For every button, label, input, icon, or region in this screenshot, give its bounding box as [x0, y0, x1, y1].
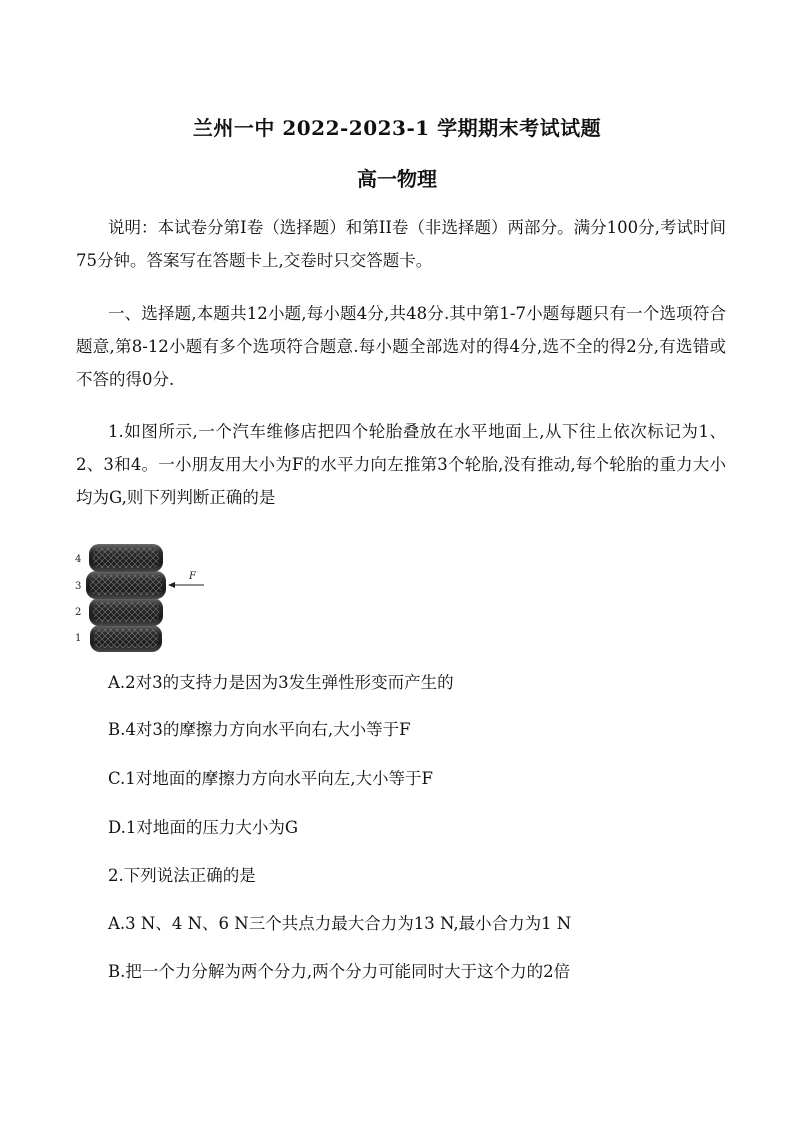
- tire-label-1: 1: [75, 633, 82, 644]
- question-2-stem: 2.下列说法正确的是: [108, 866, 256, 885]
- exam-instructions: 说明：本试卷分第I卷（选择题）和第II卷（非选择题）两部分。满分100分,考试时间75分钟。答案写在答题卡上,交卷时只交答题卡。: [76, 218, 726, 270]
- exam-subject: 高一物理: [357, 167, 437, 191]
- force-arrow: [168, 582, 204, 588]
- tire-4: [89, 544, 163, 572]
- question-1-option-b: B.4对3的摩擦力方向水平向右,大小等于F: [108, 720, 411, 739]
- exam-title: 兰州一中 2022-2023-1 学期期末考试试题: [192, 116, 602, 140]
- tire-2: [89, 598, 163, 626]
- force-label: F: [189, 571, 196, 582]
- tire-label-2: 2: [75, 607, 82, 618]
- tire-stack-figure: [72, 540, 212, 655]
- question-1-option-d: D.1对地面的压力大小为G: [108, 818, 299, 837]
- tire-1: [90, 625, 162, 652]
- question-2-option-a: A.3 N、4 N、6 N三个共点力最大合力为13 N,最小合力为1 N: [108, 914, 572, 933]
- tire-label-4: 4: [75, 554, 82, 565]
- question-1-stem: 1.如图所示,一个汽车维修店把四个轮胎叠放在水平地面上,从下往上依次标记为1、2、3和4。一小朋友用大小为F的水平力向左推第3个轮胎,没有推动,每个轮胎的重力大小均为G,则下列判断正确的是: [76, 422, 726, 507]
- question-1-option-a: A.2对3的支持力是因为3发生弹性形变而产生的: [108, 673, 454, 692]
- tire-3: [86, 571, 166, 599]
- section-heading: 一、选择题,本题共12小题,每小题4分,共48分.其中第1-7小题每题只有一个选项符合题意,第8-12小题有多个选项符合题意.每小题全部选对的得4分,选不全的得2分,有选错或不答的得0分.: [76, 304, 726, 389]
- question-2-option-b: B.把一个力分解为两个分力,两个分力可能同时大于这个力的2倍: [108, 962, 571, 981]
- question-1-option-c: C.1对地面的摩擦力方向水平向左,大小等于F: [108, 769, 433, 788]
- tire-label-3: 3: [75, 581, 82, 592]
